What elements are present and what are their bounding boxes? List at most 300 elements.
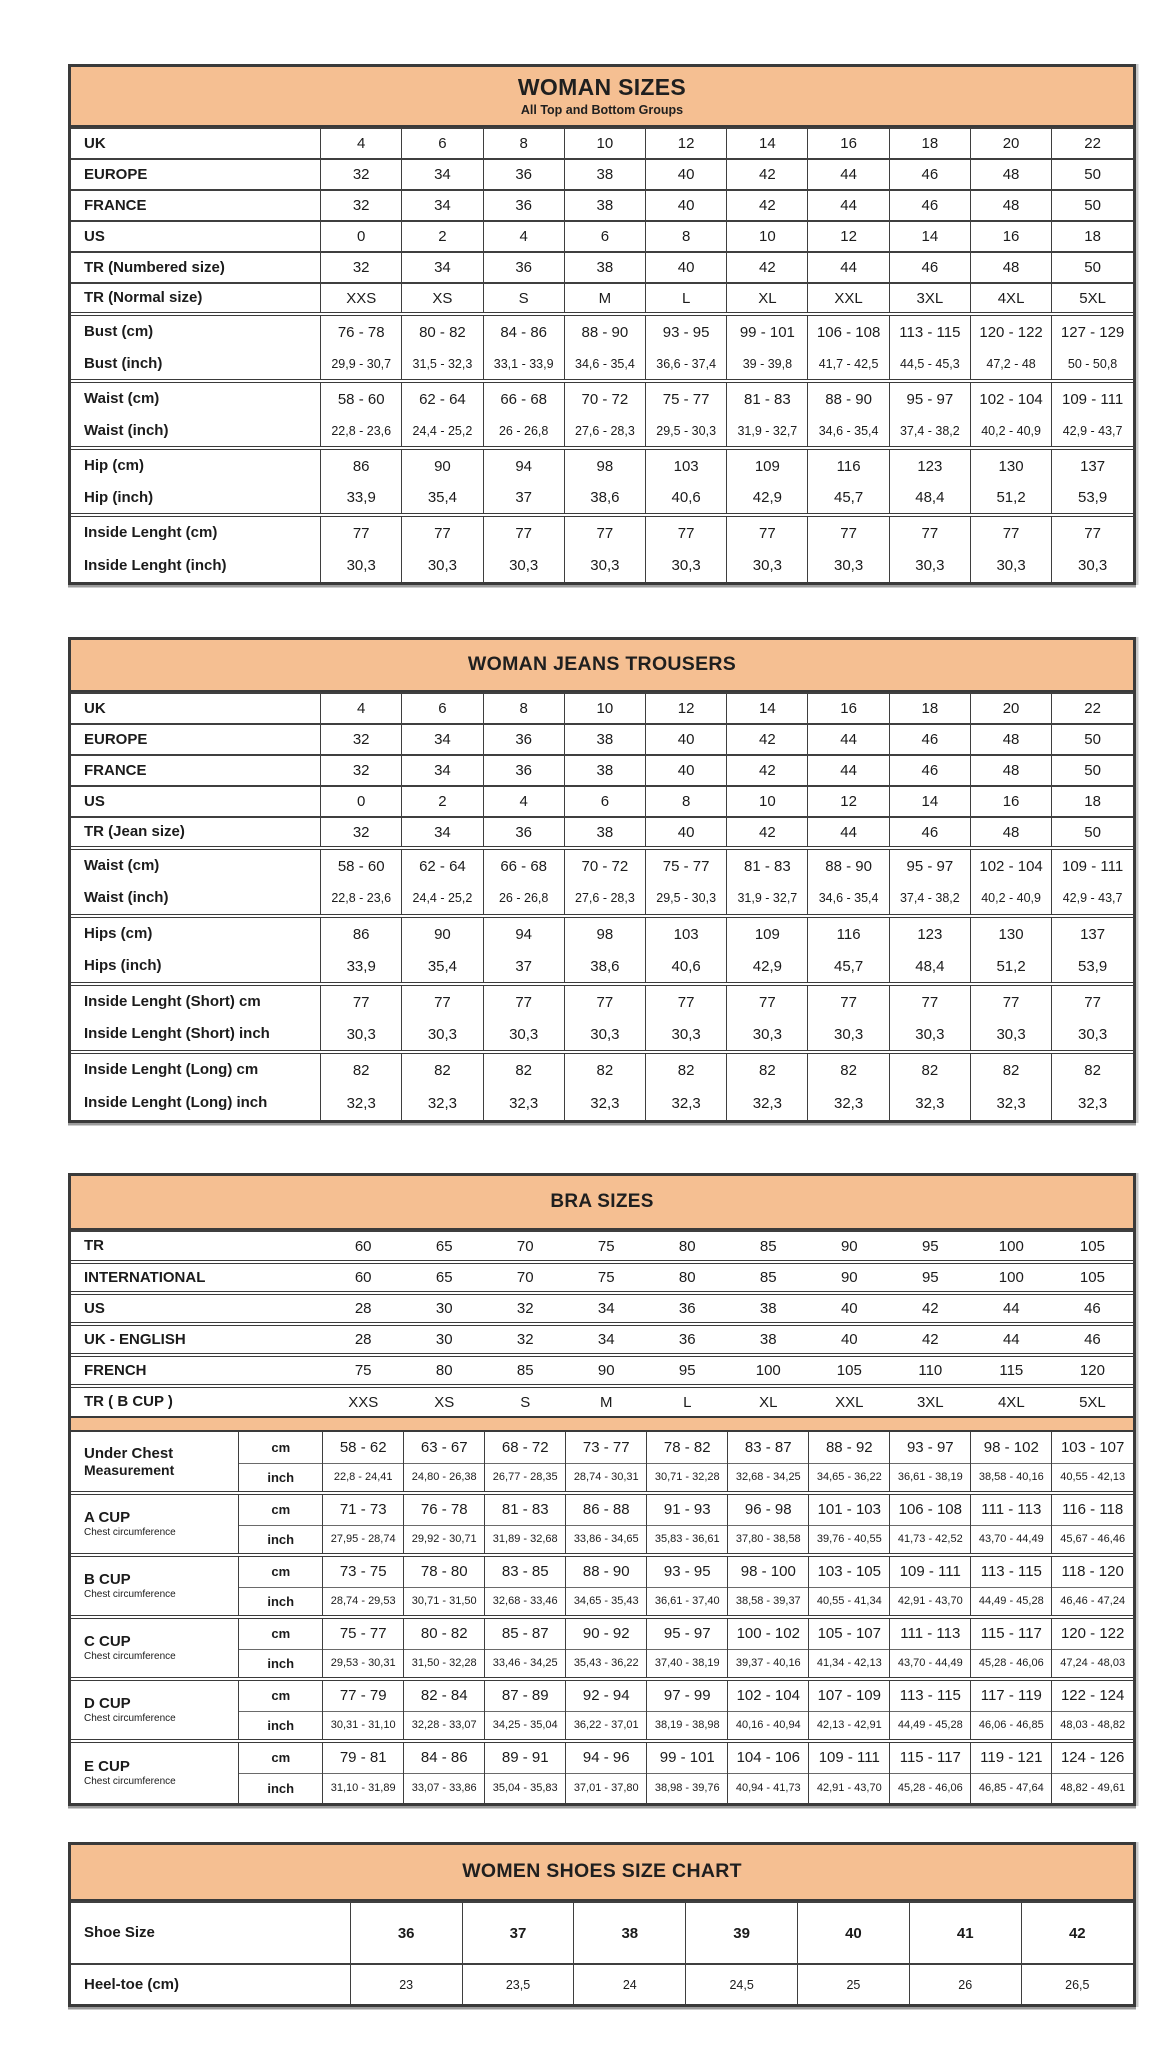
- size-value: 65: [404, 1231, 485, 1262]
- size-value: 123: [889, 916, 970, 950]
- row-label-cell: [71, 848, 321, 882]
- table-row: [71, 693, 1133, 724]
- size-value: 51,2: [970, 950, 1051, 984]
- size-value: 45,28 - 46,06: [890, 1773, 971, 1803]
- size-table: [71, 127, 1133, 582]
- size-value: 42: [727, 755, 808, 786]
- size-value: 44,49 - 45,28: [971, 1587, 1052, 1617]
- row-label-cell: [71, 252, 321, 283]
- size-value: 40,2 - 40,9: [970, 415, 1051, 448]
- size-value: 20: [970, 128, 1051, 159]
- size-value: 116 - 118: [1052, 1493, 1133, 1525]
- size-value: 31,9 - 32,7: [727, 882, 808, 916]
- size-value: 46: [889, 252, 970, 283]
- size-value: 34,65 - 35,43: [566, 1587, 647, 1617]
- table-row: [71, 1386, 1133, 1417]
- size-value: 36: [483, 755, 564, 786]
- size-value: 76 - 78: [321, 314, 402, 348]
- unit-label: cm: [239, 1555, 323, 1587]
- size-value: 44,49 - 45,28: [890, 1711, 971, 1741]
- table-row: [71, 159, 1133, 190]
- size-value: 113 - 115: [971, 1555, 1052, 1587]
- size-value: 46: [1052, 1324, 1133, 1355]
- size-value: 26 - 26,8: [483, 415, 564, 448]
- size-value: 34: [402, 817, 483, 848]
- size-value: 34,6 - 35,4: [808, 882, 889, 916]
- size-value: 36: [483, 252, 564, 283]
- size-value: 102 - 104: [970, 381, 1051, 415]
- size-value: 83 - 85: [485, 1555, 566, 1587]
- size-value: 40,94 - 41,73: [728, 1773, 809, 1803]
- size-value: 97 - 99: [647, 1679, 728, 1711]
- size-value: 50 - 50,8: [1052, 348, 1133, 381]
- size-value: 40: [646, 159, 727, 190]
- size-value: 42,9: [727, 950, 808, 984]
- size-value: 80: [647, 1262, 728, 1293]
- size-value: 75 - 77: [646, 848, 727, 882]
- row-label: E CUP: [84, 1757, 130, 1775]
- size-value: 80: [647, 1231, 728, 1262]
- size-value: 30,71 - 31,50: [404, 1587, 485, 1617]
- size-value: 30,3: [402, 549, 483, 582]
- size-value: 77: [646, 515, 727, 549]
- size-value: 37,4 - 38,2: [889, 882, 970, 916]
- size-value: 38: [574, 1902, 686, 1964]
- size-value: 16: [970, 221, 1051, 252]
- size-value: 14: [727, 693, 808, 724]
- row-label-cell: [71, 693, 321, 724]
- size-value: 12: [646, 693, 727, 724]
- size-value: 120 - 122: [1052, 1617, 1133, 1649]
- size-value: 99 - 101: [647, 1741, 728, 1773]
- size-value: 94 - 96: [566, 1741, 647, 1773]
- row-label-cell: [71, 283, 321, 314]
- size-value: 106 - 108: [808, 314, 889, 348]
- unit-label: inch: [239, 1525, 323, 1555]
- size-value: 104 - 106: [728, 1741, 809, 1773]
- size-value: 6: [402, 693, 483, 724]
- size-value: 37: [483, 950, 564, 984]
- size-value: 22,8 - 23,6: [321, 882, 402, 916]
- size-value: 122 - 124: [1052, 1679, 1133, 1711]
- row-label: Under Chest: [84, 1444, 174, 1462]
- size-value: 32,3: [727, 1086, 808, 1120]
- size-value: 24,4 - 25,2: [402, 415, 483, 448]
- size-value: 32,3: [564, 1086, 645, 1120]
- size-value: 95 - 97: [889, 381, 970, 415]
- table-title: BRA SIZES: [550, 1190, 654, 1212]
- size-value: 37: [462, 1902, 574, 1964]
- row-sublabel: Chest circumference: [84, 1589, 176, 1601]
- size-value: 30,3: [321, 1018, 402, 1052]
- size-value: 42: [727, 252, 808, 283]
- size-value: 48: [970, 817, 1051, 848]
- woman-sizes-table: [68, 64, 1136, 585]
- size-value: 36,6 - 37,4: [646, 348, 727, 381]
- size-value: 44: [808, 724, 889, 755]
- size-value: 18: [889, 693, 970, 724]
- row-label: TR: [84, 1237, 104, 1255]
- size-value: 44: [808, 817, 889, 848]
- size-value: 24,4 - 25,2: [402, 882, 483, 916]
- size-value: 77: [727, 984, 808, 1018]
- size-value: 103: [646, 916, 727, 950]
- size-value: XL: [727, 283, 808, 314]
- size-value: 42: [727, 817, 808, 848]
- size-value: 32,3: [483, 1086, 564, 1120]
- size-value: 85: [728, 1262, 809, 1293]
- size-value: S: [483, 283, 564, 314]
- table-row: [71, 817, 1133, 848]
- size-value: 33,07 - 33,86: [404, 1773, 485, 1803]
- size-value: 30,3: [483, 549, 564, 582]
- size-value: 31,89 - 32,68: [485, 1525, 566, 1555]
- size-value: 109 - 111: [1052, 381, 1133, 415]
- size-value: 35,4: [402, 482, 483, 515]
- row-label: Waist (cm): [84, 390, 160, 408]
- size-value: 12: [808, 221, 889, 252]
- size-value: 103: [646, 448, 727, 482]
- size-value: 111 - 113: [890, 1617, 971, 1649]
- size-value: 38: [564, 252, 645, 283]
- row-label-cell: [71, 1964, 350, 2004]
- row-label: Inside Lenght (Short) inch: [84, 1025, 270, 1043]
- size-value: 46: [889, 817, 970, 848]
- size-value: 50: [1052, 817, 1133, 848]
- size-value: 36: [647, 1324, 728, 1355]
- size-value: 77: [564, 515, 645, 549]
- size-value: 29,53 - 30,31: [323, 1649, 404, 1679]
- size-value: 88 - 92: [809, 1431, 890, 1463]
- size-value: 16: [808, 128, 889, 159]
- size-value: 88 - 90: [564, 314, 645, 348]
- size-value: 44,5 - 45,3: [889, 348, 970, 381]
- size-value: 26 - 26,8: [483, 882, 564, 916]
- size-value: 95 - 97: [647, 1617, 728, 1649]
- bra-sizes-table: [68, 1173, 1136, 1806]
- size-value: 18: [1052, 221, 1133, 252]
- size-value: 46: [889, 190, 970, 221]
- size-value: 32,3: [402, 1086, 483, 1120]
- size-value: 6: [564, 221, 645, 252]
- table-row: [71, 190, 1133, 221]
- row-label-cell: [71, 221, 321, 252]
- size-value: 115 - 117: [971, 1617, 1052, 1649]
- size-table: [71, 692, 1133, 1120]
- unit-label: inch: [239, 1649, 323, 1679]
- row-label-cell: [71, 1018, 321, 1052]
- size-value: 34: [402, 252, 483, 283]
- table-title-band: [71, 1845, 1133, 1901]
- table-row: [71, 1431, 1133, 1463]
- size-value: 53,9: [1052, 950, 1133, 984]
- row-label-cell: [71, 1493, 239, 1555]
- size-value: 77: [889, 984, 970, 1018]
- size-value: 20: [970, 693, 1051, 724]
- table-row: [71, 1293, 1133, 1324]
- size-value: 40: [646, 190, 727, 221]
- row-label-cell: [71, 1324, 323, 1355]
- size-value: 40,6: [646, 482, 727, 515]
- size-value: 3XL: [889, 283, 970, 314]
- size-value: XS: [404, 1386, 485, 1417]
- size-value: 81 - 83: [727, 381, 808, 415]
- row-label-cell: [71, 755, 321, 786]
- size-value: 35,04 - 35,83: [485, 1773, 566, 1803]
- table-row: [71, 1493, 1133, 1525]
- table-row: [71, 755, 1133, 786]
- size-value: 40: [809, 1293, 890, 1324]
- size-value: 23: [350, 1964, 462, 2004]
- size-value: 38: [564, 190, 645, 221]
- row-label: US: [84, 792, 105, 810]
- size-value: 22: [1052, 693, 1133, 724]
- unit-label: cm: [239, 1741, 323, 1773]
- size-value: 115 - 117: [890, 1741, 971, 1773]
- size-value: 90: [402, 916, 483, 950]
- size-value: XS: [402, 283, 483, 314]
- row-label: Inside Lenght (Short) cm: [84, 993, 261, 1011]
- size-value: 60: [323, 1231, 404, 1262]
- size-value: 75: [566, 1231, 647, 1262]
- size-value: 36,22 - 37,01: [566, 1711, 647, 1741]
- size-value: 22,8 - 23,6: [321, 415, 402, 448]
- size-value: 120 - 122: [970, 314, 1051, 348]
- size-value: 32,68 - 33,46: [485, 1587, 566, 1617]
- size-value: 103 - 105: [809, 1555, 890, 1587]
- size-value: 39 - 39,8: [727, 348, 808, 381]
- table-row: [71, 916, 1133, 950]
- table-row: [71, 448, 1133, 482]
- divider-band: [71, 1417, 1133, 1431]
- row-label-cell: [71, 1086, 321, 1120]
- size-value: 48,4: [889, 482, 970, 515]
- table-row: [71, 950, 1133, 984]
- size-value: 50: [1052, 755, 1133, 786]
- size-value: 48: [970, 159, 1051, 190]
- table-row: [71, 549, 1133, 582]
- size-value: 118 - 120: [1052, 1555, 1133, 1587]
- row-label: Bust (cm): [84, 323, 154, 341]
- size-value: 32,3: [970, 1086, 1051, 1120]
- row-label: C CUP: [84, 1632, 131, 1650]
- row-label: UK - ENGLISH: [84, 1330, 186, 1348]
- size-value: 124 - 126: [1052, 1741, 1133, 1773]
- row-label-cell: [71, 882, 321, 916]
- size-value: 81 - 83: [727, 848, 808, 882]
- size-value: 34: [402, 755, 483, 786]
- size-value: 16: [808, 693, 889, 724]
- size-value: 24,5: [686, 1964, 798, 2004]
- size-value: 117 - 119: [971, 1679, 1052, 1711]
- size-value: 84 - 86: [483, 314, 564, 348]
- size-value: 30,3: [646, 549, 727, 582]
- size-value: 35,43 - 36,22: [566, 1649, 647, 1679]
- size-value: 32,28 - 33,07: [404, 1711, 485, 1741]
- size-value: 36: [483, 724, 564, 755]
- size-value: 30,3: [564, 1018, 645, 1052]
- size-value: 96 - 98: [728, 1493, 809, 1525]
- size-value: 42: [727, 724, 808, 755]
- size-value: 32: [321, 724, 402, 755]
- size-value: 33,86 - 34,65: [566, 1525, 647, 1555]
- size-value: 130: [970, 448, 1051, 482]
- row-label: Inside Lenght (inch): [84, 556, 227, 574]
- row-label-cell: [71, 1555, 239, 1617]
- size-value: 50: [1052, 252, 1133, 283]
- size-value: 109: [727, 916, 808, 950]
- table-row: [71, 482, 1133, 515]
- size-value: 85: [485, 1355, 566, 1386]
- size-value: 4XL: [971, 1386, 1052, 1417]
- table-title: WOMAN JEANS TROUSERS: [467, 653, 737, 676]
- size-value: 120: [1052, 1355, 1133, 1386]
- row-sublabel: Chest circumference: [84, 1713, 176, 1725]
- size-value: 12: [808, 786, 889, 817]
- size-value: 30,3: [402, 1018, 483, 1052]
- size-value: 79 - 81: [323, 1741, 404, 1773]
- table-title: WOMEN SHOES SIZE CHART: [462, 1860, 742, 1883]
- size-value: 30,3: [1052, 549, 1133, 582]
- size-value: 38,6: [564, 482, 645, 515]
- size-value: 30,3: [889, 549, 970, 582]
- size-value: 34: [402, 724, 483, 755]
- unit-label: inch: [239, 1587, 323, 1617]
- row-label-cell: [71, 786, 321, 817]
- size-value: 45,7: [808, 950, 889, 984]
- size-value: XXS: [323, 1386, 404, 1417]
- size-value: 30,3: [889, 1018, 970, 1052]
- table-row: [71, 1086, 1133, 1120]
- size-value: 75: [566, 1262, 647, 1293]
- size-value: 30,71 - 32,28: [647, 1463, 728, 1493]
- size-value: 123: [889, 448, 970, 482]
- size-value: 40,55 - 42,13: [1052, 1463, 1133, 1493]
- row-label-cell: [71, 348, 321, 381]
- size-value: 86: [321, 916, 402, 950]
- size-value: 88 - 90: [566, 1555, 647, 1587]
- size-value: 85: [728, 1231, 809, 1262]
- size-value: 98 - 100: [728, 1555, 809, 1587]
- size-value: 73 - 75: [323, 1555, 404, 1587]
- size-value: 130: [970, 916, 1051, 950]
- size-value: 94: [483, 448, 564, 482]
- size-value: 42: [727, 159, 808, 190]
- size-value: 62 - 64: [402, 381, 483, 415]
- size-value: 98 - 102: [971, 1431, 1052, 1463]
- row-label-cell: [71, 549, 321, 582]
- size-value: 4: [321, 693, 402, 724]
- size-value: 28: [323, 1293, 404, 1324]
- size-value: 78 - 80: [404, 1555, 485, 1587]
- size-value: 90: [566, 1355, 647, 1386]
- size-value: 33,1 - 33,9: [483, 348, 564, 381]
- size-value: 36: [647, 1293, 728, 1324]
- size-value: 102 - 104: [970, 848, 1051, 882]
- row-label: FRANCE: [84, 196, 147, 214]
- row-label: Inside Lenght (Long) cm: [84, 1061, 259, 1079]
- size-value: 43,70 - 44,49: [971, 1525, 1052, 1555]
- size-value: 31,5 - 32,3: [402, 348, 483, 381]
- size-value: 8: [646, 221, 727, 252]
- size-value: 32: [321, 252, 402, 283]
- table-row: [71, 724, 1133, 755]
- size-value: 40: [798, 1902, 910, 1964]
- size-value: 77: [1052, 515, 1133, 549]
- size-value: 46,85 - 47,64: [971, 1773, 1052, 1803]
- size-value: 95 - 97: [889, 848, 970, 882]
- row-label: US: [84, 1299, 105, 1317]
- size-value: L: [646, 283, 727, 314]
- unit-label: inch: [239, 1463, 323, 1493]
- size-value: 14: [889, 786, 970, 817]
- size-value: 75 - 77: [646, 381, 727, 415]
- row-label: Hips (inch): [84, 957, 162, 975]
- size-value: 105 - 107: [809, 1617, 890, 1649]
- size-value: 24: [574, 1964, 686, 2004]
- size-value: 45,28 - 46,06: [971, 1649, 1052, 1679]
- size-value: 77: [970, 515, 1051, 549]
- size-value: 30,31 - 31,10: [323, 1711, 404, 1741]
- size-value: 29,5 - 30,3: [646, 415, 727, 448]
- size-value: 40: [646, 817, 727, 848]
- size-value: 70: [485, 1262, 566, 1293]
- row-label: TR ( B CUP ): [84, 1393, 173, 1411]
- row-label: FRANCE: [84, 761, 147, 779]
- size-value: 80 - 82: [402, 314, 483, 348]
- size-value: 48: [970, 755, 1051, 786]
- size-value: 42: [1021, 1902, 1133, 1964]
- size-value: 42: [727, 190, 808, 221]
- size-value: 34,6 - 35,4: [808, 415, 889, 448]
- size-value: 38: [564, 159, 645, 190]
- size-value: 37,01 - 37,80: [566, 1773, 647, 1803]
- size-value: 75 - 77: [323, 1617, 404, 1649]
- size-value: 48: [970, 190, 1051, 221]
- row-label-cell: [71, 1052, 321, 1086]
- size-value: 82: [483, 1052, 564, 1086]
- size-value: 38,98 - 39,76: [647, 1773, 728, 1803]
- size-value: 51,2: [970, 482, 1051, 515]
- size-value: 38: [728, 1293, 809, 1324]
- size-value: 8: [483, 128, 564, 159]
- size-value: 42: [890, 1324, 971, 1355]
- size-value: 105: [1052, 1231, 1133, 1262]
- size-value: 40,6: [646, 950, 727, 984]
- row-label: UK: [84, 699, 106, 717]
- size-value: 8: [483, 693, 564, 724]
- size-value: 5XL: [1052, 1386, 1133, 1417]
- table-title-band: [71, 640, 1133, 692]
- size-value: 82: [889, 1052, 970, 1086]
- size-value: XXL: [808, 283, 889, 314]
- size-value: 110: [890, 1355, 971, 1386]
- table-row: [71, 1679, 1133, 1711]
- size-value: 105: [1052, 1262, 1133, 1293]
- table-row: [71, 314, 1133, 348]
- table-row: [71, 1964, 1133, 2004]
- size-value: 30,3: [727, 549, 808, 582]
- size-value: 77: [483, 515, 564, 549]
- size-value: 42,9: [727, 482, 808, 515]
- size-value: 70 - 72: [564, 848, 645, 882]
- row-label-cell: [71, 381, 321, 415]
- row-sublabel: Chest circumference: [84, 1527, 176, 1539]
- table-row: [71, 1555, 1133, 1587]
- size-value: 37,40 - 38,19: [647, 1649, 728, 1679]
- size-value: 30,3: [970, 1018, 1051, 1052]
- table-title-band: [71, 1176, 1133, 1230]
